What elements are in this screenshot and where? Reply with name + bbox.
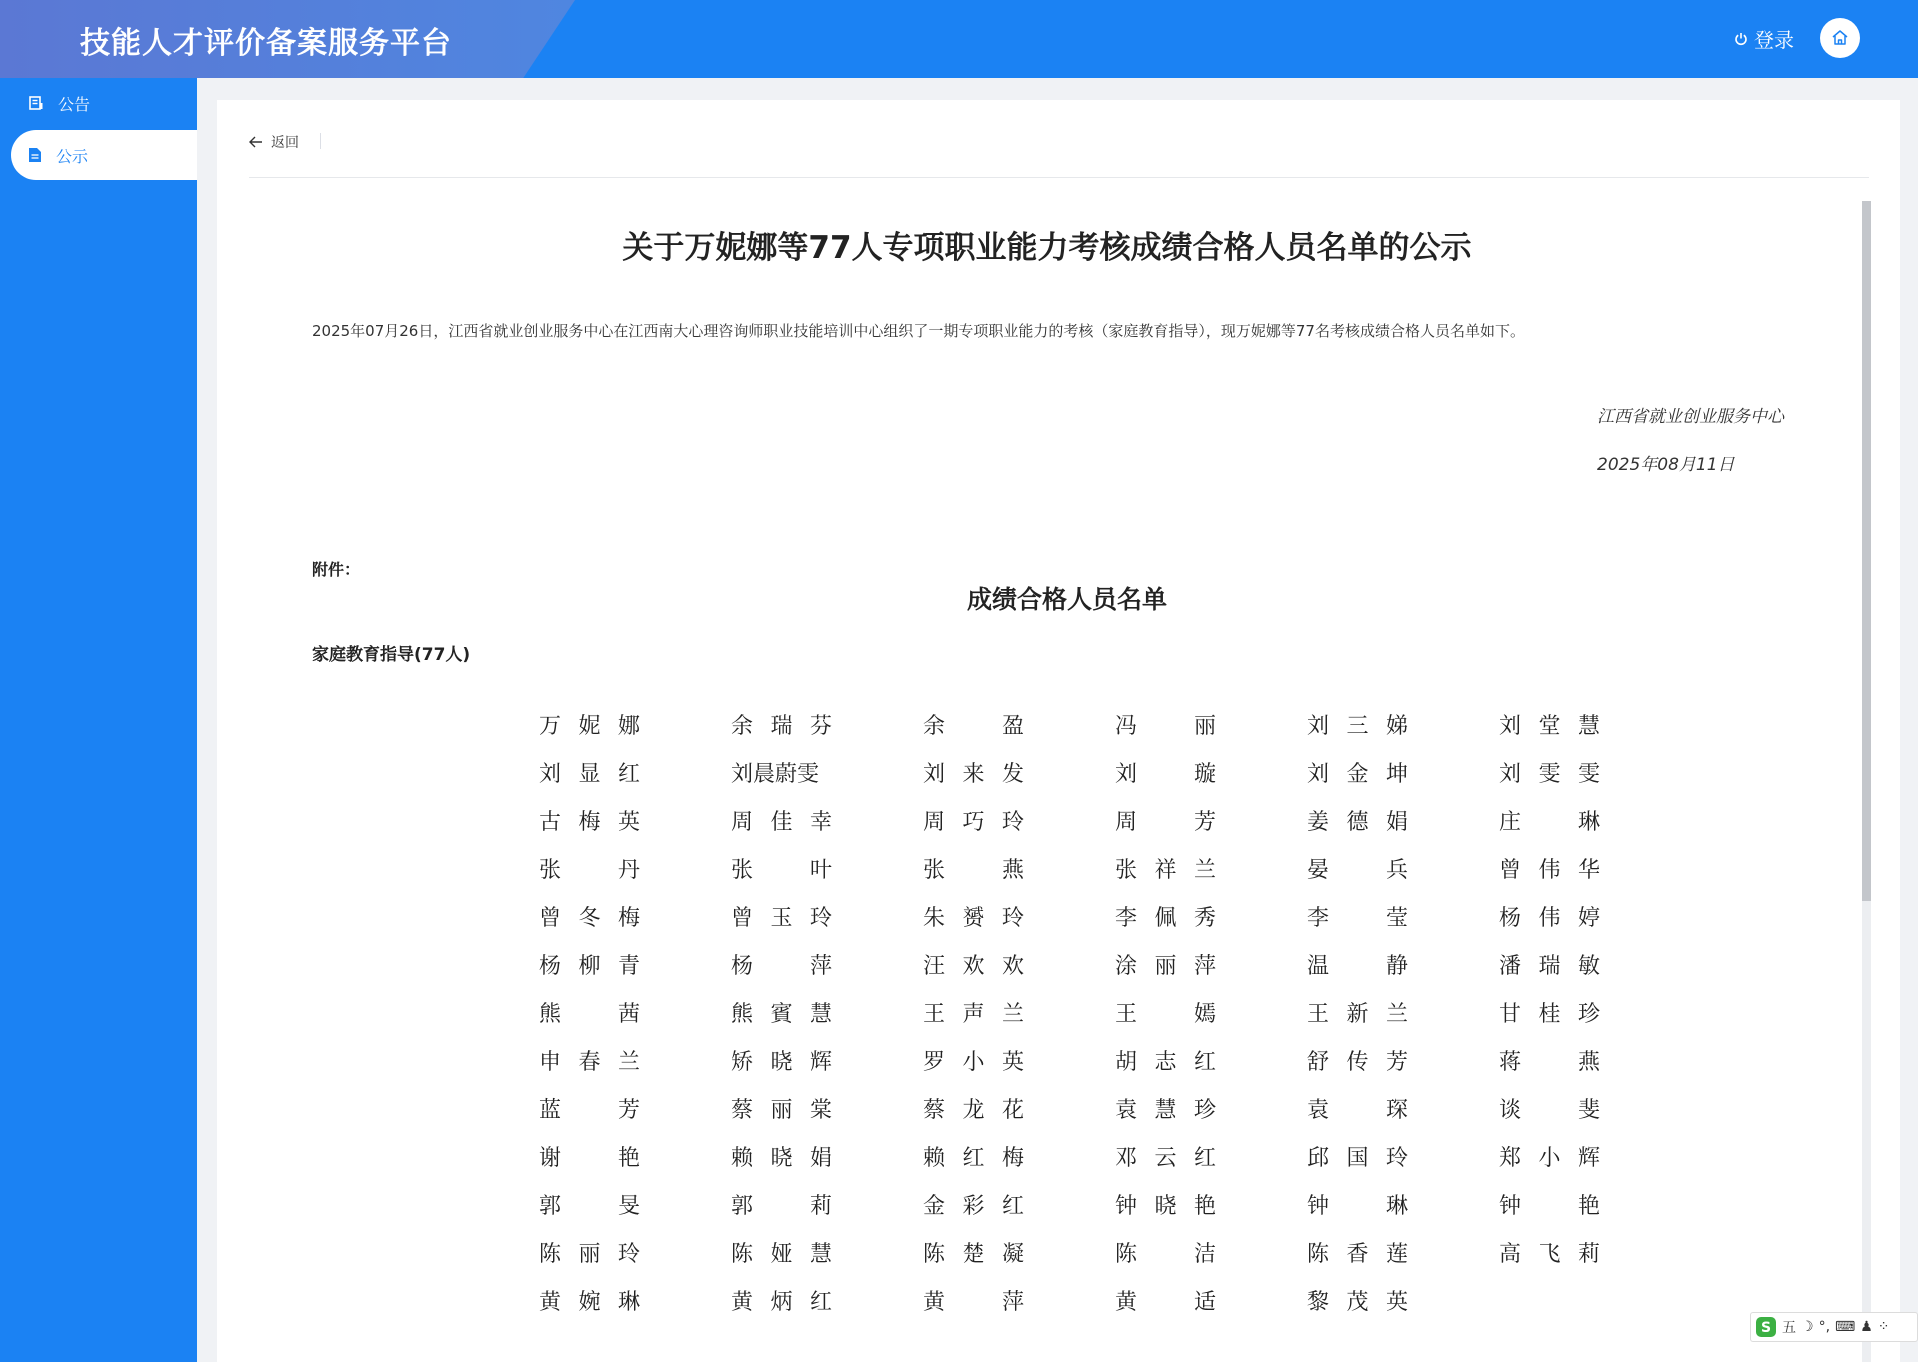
name-cell: 张 丹 bbox=[539, 857, 640, 883]
name-cell: 余 盈 bbox=[923, 713, 1024, 739]
notice-title: 关于万妮娜等77人专项职业能力考核成绩合格人员名单的公示 bbox=[622, 230, 1472, 266]
name-cell: 袁 慧 珍 bbox=[1115, 1097, 1216, 1123]
group-label: 家庭教育指导(77人) bbox=[312, 645, 471, 665]
name-cell: 李 莹 bbox=[1307, 905, 1408, 931]
content-card bbox=[217, 100, 1900, 1362]
attachment-label: 附件： bbox=[312, 560, 361, 579]
name-cell: 黎 茂 英 bbox=[1307, 1289, 1408, 1315]
document-icon bbox=[28, 147, 42, 163]
name-cell: 潘 瑞 敏 bbox=[1499, 953, 1600, 979]
login-label: 登录 bbox=[1754, 28, 1794, 52]
name-cell: 舒 传 芳 bbox=[1307, 1049, 1408, 1075]
name-cell: 晏 兵 bbox=[1307, 857, 1408, 883]
app-title: 技能人才评价备案服务平台 bbox=[80, 26, 452, 61]
name-cell: 朱 赟 玲 bbox=[923, 905, 1024, 931]
name-cell: 万 妮 娜 bbox=[539, 713, 640, 739]
name-cell: 王 嫣 bbox=[1115, 1001, 1216, 1027]
name-cell: 王 新 兰 bbox=[1307, 1001, 1408, 1027]
name-cell: 冯 丽 bbox=[1115, 713, 1216, 739]
home-button[interactable] bbox=[1820, 18, 1860, 58]
punctuation-icon: °, bbox=[1818, 1319, 1831, 1335]
name-cell: 陈 香 莲 bbox=[1307, 1241, 1408, 1267]
name-list bbox=[539, 700, 1691, 1324]
name-cell: 陈 娅 慧 bbox=[731, 1241, 832, 1267]
name-cell: 黄 适 bbox=[1115, 1289, 1216, 1315]
header-divider bbox=[249, 177, 1869, 178]
name-cell: 刘晨蔚雯 bbox=[731, 761, 820, 787]
name-cell: 蔡 龙 花 bbox=[923, 1097, 1024, 1123]
name-cell: 刘 金 坤 bbox=[1307, 761, 1408, 787]
svg-text:S: S bbox=[1760, 1320, 1772, 1336]
login-button[interactable] bbox=[1734, 24, 1794, 53]
name-cell: 姜 德 娟 bbox=[1307, 809, 1408, 835]
name-cell: 赖 晓 娟 bbox=[731, 1145, 832, 1171]
name-cell: 杨 萍 bbox=[731, 953, 832, 979]
notice-body: 2025年07月26日，江西省就业创业服务中心在江西南大心理咨询师职业技能培训中心组织了一期专项职业能力的考核（家庭教育指导），现万妮娜等77名考核成绩合格人员名单如下。 bbox=[312, 322, 1525, 340]
name-cell: 黄 萍 bbox=[923, 1289, 1024, 1315]
name-cell: 刘 来 发 bbox=[923, 761, 1024, 787]
user-icon: ♟ bbox=[1860, 1319, 1873, 1335]
name-cell: 罗 小 英 bbox=[923, 1049, 1024, 1075]
sidebar-item-label: 公示 bbox=[56, 146, 89, 166]
name-cell: 熊 茜 bbox=[539, 1001, 640, 1027]
moon-icon: ☽ bbox=[1801, 1319, 1814, 1335]
sidebar-item-label: 公告 bbox=[58, 94, 91, 114]
name-cell: 邓 云 红 bbox=[1115, 1145, 1216, 1171]
name-cell: 周 佳 幸 bbox=[731, 809, 832, 835]
name-cell: 钟 琳 bbox=[1307, 1193, 1408, 1219]
name-cell: 袁 琛 bbox=[1307, 1097, 1408, 1123]
name-cell: 黄 婉 琳 bbox=[539, 1289, 640, 1315]
name-cell: 郭 莉 bbox=[731, 1193, 832, 1219]
name-cell: 刘 璇 bbox=[1115, 761, 1216, 787]
name-cell: 曾 冬 梅 bbox=[539, 905, 640, 931]
name-cell: 曾 伟 华 bbox=[1499, 857, 1600, 883]
name-cell: 钟 晓 艳 bbox=[1115, 1193, 1216, 1219]
name-cell: 谈 斐 bbox=[1499, 1097, 1600, 1123]
name-cell: 蒋 燕 bbox=[1499, 1049, 1600, 1075]
name-cell: 陈 洁 bbox=[1115, 1241, 1216, 1267]
home-icon bbox=[1830, 28, 1850, 48]
name-cell: 钟 艳 bbox=[1499, 1193, 1600, 1219]
ime-mode-label: 五 bbox=[1782, 1320, 1796, 1336]
power-icon bbox=[1734, 32, 1748, 46]
arrow-left-icon bbox=[249, 136, 263, 148]
name-cell: 郭 旻 bbox=[539, 1193, 640, 1219]
name-cell: 温 静 bbox=[1307, 953, 1408, 979]
name-cell: 古 梅 英 bbox=[539, 809, 640, 835]
sogou-logo-icon bbox=[1755, 1316, 1777, 1338]
name-cell: 陈 楚 凝 bbox=[923, 1241, 1024, 1267]
top-header bbox=[0, 0, 1918, 78]
scrollbar-thumb[interactable] bbox=[1862, 201, 1871, 901]
name-cell: 刘 雯 雯 bbox=[1499, 761, 1600, 787]
name-cell: 甘 桂 珍 bbox=[1499, 1001, 1600, 1027]
name-cell: 刘 堂 慧 bbox=[1499, 713, 1600, 739]
name-cell: 熊 賓 慧 bbox=[731, 1001, 832, 1027]
name-cell: 陈 丽 玲 bbox=[539, 1241, 640, 1267]
name-cell: 矫 晓 辉 bbox=[731, 1049, 832, 1075]
announcement-icon bbox=[28, 95, 44, 111]
name-cell: 胡 志 红 bbox=[1115, 1049, 1216, 1075]
name-cell: 刘 三 娣 bbox=[1307, 713, 1408, 739]
name-cell: 李 佩 秀 bbox=[1115, 905, 1216, 931]
name-cell: 黄 炳 红 bbox=[731, 1289, 832, 1315]
back-button[interactable] bbox=[249, 132, 299, 152]
name-cell: 周 芳 bbox=[1115, 809, 1216, 835]
name-cell: 申 春 兰 bbox=[539, 1049, 640, 1075]
name-cell: 郑 小 辉 bbox=[1499, 1145, 1600, 1171]
name-cell: 周 巧 玲 bbox=[923, 809, 1024, 835]
notice-signer: 江西省就业创业服务中心 bbox=[1597, 407, 1784, 427]
name-cell: 杨 伟 婷 bbox=[1499, 905, 1600, 931]
name-cell: 杨 柳 青 bbox=[539, 953, 640, 979]
name-cell: 汪 欢 欢 bbox=[923, 953, 1024, 979]
grid-icon: ⁘ bbox=[1877, 1319, 1890, 1335]
name-cell: 金 彩 红 bbox=[923, 1193, 1024, 1219]
name-cell: 刘 显 红 bbox=[539, 761, 640, 787]
name-cell: 张 燕 bbox=[923, 857, 1024, 883]
name-cell: 高 飞 莉 bbox=[1499, 1241, 1600, 1267]
name-cell: 王 声 兰 bbox=[923, 1001, 1024, 1027]
list-title: 成绩合格人员名单 bbox=[966, 585, 1167, 614]
sidebar-item-publicity[interactable] bbox=[11, 130, 197, 180]
notice-date: 2025年08月11日 bbox=[1597, 455, 1735, 475]
name-cell: 蔡 丽 棠 bbox=[731, 1097, 832, 1123]
name-cell: 谢 艳 bbox=[539, 1145, 640, 1171]
name-cell: 邱 国 玲 bbox=[1307, 1145, 1408, 1171]
toolbar-divider bbox=[320, 133, 321, 149]
back-label: 返回 bbox=[271, 135, 299, 151]
keyboard-icon: ⌨ bbox=[1835, 1319, 1856, 1335]
name-cell: 余 瑞 芬 bbox=[731, 713, 832, 739]
name-cell: 曾 玉 玲 bbox=[731, 905, 832, 931]
name-cell: 张 叶 bbox=[731, 857, 832, 883]
name-cell: 涂 丽 萍 bbox=[1115, 953, 1216, 979]
name-cell: 张 祥 兰 bbox=[1115, 857, 1216, 883]
ime-toolbar[interactable] bbox=[1750, 1312, 1918, 1342]
name-cell: 赖 红 梅 bbox=[923, 1145, 1024, 1171]
sidebar bbox=[0, 78, 197, 1362]
name-cell: 蓝 芳 bbox=[539, 1097, 640, 1123]
sidebar-item-announcement[interactable] bbox=[0, 78, 197, 128]
name-cell: 庄 琳 bbox=[1499, 809, 1600, 835]
